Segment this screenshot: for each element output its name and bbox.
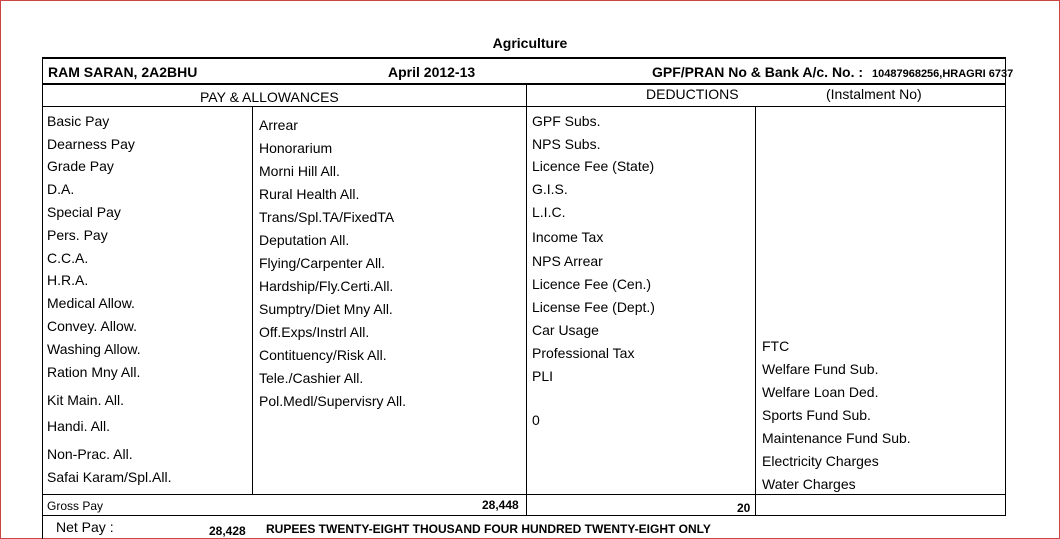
ded-label: GPF Subs. <box>532 113 601 129</box>
gross-pay-value: 28,448 <box>482 498 519 512</box>
ded-label: PLI <box>532 368 554 384</box>
pay1-label: Washing Allow. <box>47 341 141 357</box>
pay1-label: D.A. <box>47 181 75 197</box>
ded-label: Licence Fee (State) <box>532 158 655 174</box>
deductions-section-header: DEDUCTIONS <box>646 86 739 102</box>
net-pay-value: 28,428 <box>209 524 246 538</box>
pay2-label: Trans/Spl.TA/FixedTA <box>259 209 395 225</box>
pay1-label: Non-Prac. All. <box>47 446 133 462</box>
employee-name: RAM SARAN, 2A2BHU <box>48 64 198 80</box>
ded-label: 0 <box>532 412 540 428</box>
rule-header-bottom <box>42 83 1006 85</box>
gross-pay-label: Gross Pay <box>47 499 104 513</box>
pay2-label: Arrear <box>259 117 298 133</box>
net-pay-words: RUPEES TWENTY-EIGHT THOUSAND FOUR HUNDRED TWENTY-EIGHT ONLY <box>266 522 711 536</box>
inst-label: Sports Fund Sub. <box>762 407 871 423</box>
pay1-label: Convey. Allow. <box>47 318 138 334</box>
pay2-label: Hardship/Fly.Certi.All. <box>259 278 394 294</box>
inst-label: Electricity Charges <box>762 453 879 469</box>
ded-label: NPS Subs. <box>532 136 601 152</box>
pay2-label: Pol.Medl/Supervisry All. <box>259 393 407 409</box>
account-value: 10487968256,HRAGRI 6737 <box>872 68 1014 80</box>
deduction-total: 20 <box>737 501 751 515</box>
inst-label: Water Charges <box>762 476 856 492</box>
ded-label: L.I.C. <box>532 204 566 220</box>
inst-label: Welfare Fund Sub. <box>762 361 879 377</box>
pay1-label: Kit Main. All. <box>47 392 125 408</box>
rule-top <box>42 57 1006 59</box>
rule-section-bottom <box>42 106 1006 107</box>
pay1-label: Basic Pay <box>47 113 110 129</box>
pay2-label: Morni Hill All. <box>259 163 340 179</box>
document-title: Agriculture <box>492 35 568 51</box>
ded-label: G.I.S. <box>532 181 568 197</box>
ded-label: Car Usage <box>532 322 599 338</box>
pay-section-header: PAY & ALLOWANCES <box>200 89 339 105</box>
inst-label: Maintenance Fund Sub. <box>762 430 911 446</box>
ded-label: Professional Tax <box>532 345 635 361</box>
rule-gross-top <box>42 494 1006 495</box>
pay1-label: Special Pay <box>47 204 121 220</box>
account-label: GPF/PRAN No & Bank A/c. No. : <box>652 64 864 80</box>
ded-label: Income Tax <box>532 229 604 245</box>
ded-label: Licence Fee (Cen.) <box>532 276 652 292</box>
inst-label: Welfare Loan Ded. <box>762 384 879 400</box>
pay2-label: Off.Exps/Instrl All. <box>259 324 370 340</box>
rule-gross-bottom <box>42 515 1006 516</box>
rule-right <box>1005 57 1006 516</box>
ded-label: NPS Arrear <box>532 253 603 269</box>
rule-left <box>42 57 43 539</box>
rule-pay-deduction <box>526 84 527 516</box>
net-pay-label: Net Pay : <box>56 519 114 535</box>
pay1-label: Pers. Pay <box>47 227 108 243</box>
pay1-label: Ration Mny All. <box>47 364 141 380</box>
pay-period: April 2012-13 <box>388 64 476 80</box>
pay1-label: Dearness Pay <box>47 136 135 152</box>
pay2-label: Contituency/Risk All. <box>259 347 387 363</box>
pay1-label: Grade Pay <box>47 158 114 174</box>
pay2-label: Flying/Carpenter All. <box>259 255 386 271</box>
rule-deduction-instalment <box>755 107 756 516</box>
rule-pay-split <box>252 107 253 495</box>
pay2-label: Tele./Cashier All. <box>259 370 364 386</box>
inst-label: FTC <box>762 338 790 354</box>
pay2-label: Deputation All. <box>259 232 350 248</box>
pay2-label: Rural Health All. <box>259 186 360 202</box>
pay1-label: Handi. All. <box>47 418 111 434</box>
pay2-label: Honorarium <box>259 140 333 156</box>
pay2-label: Sumptry/Diet Mny All. <box>259 301 393 317</box>
pay1-label: H.R.A. <box>47 272 89 288</box>
pay1-label: Safai Karam/Spl.All. <box>47 469 172 485</box>
pay1-label: C.C.A. <box>47 250 89 266</box>
instalment-section-header: (Instalment No) <box>826 86 922 102</box>
pay1-label: Medical Allow. <box>47 295 135 311</box>
ded-label: License Fee (Dept.) <box>532 299 655 315</box>
